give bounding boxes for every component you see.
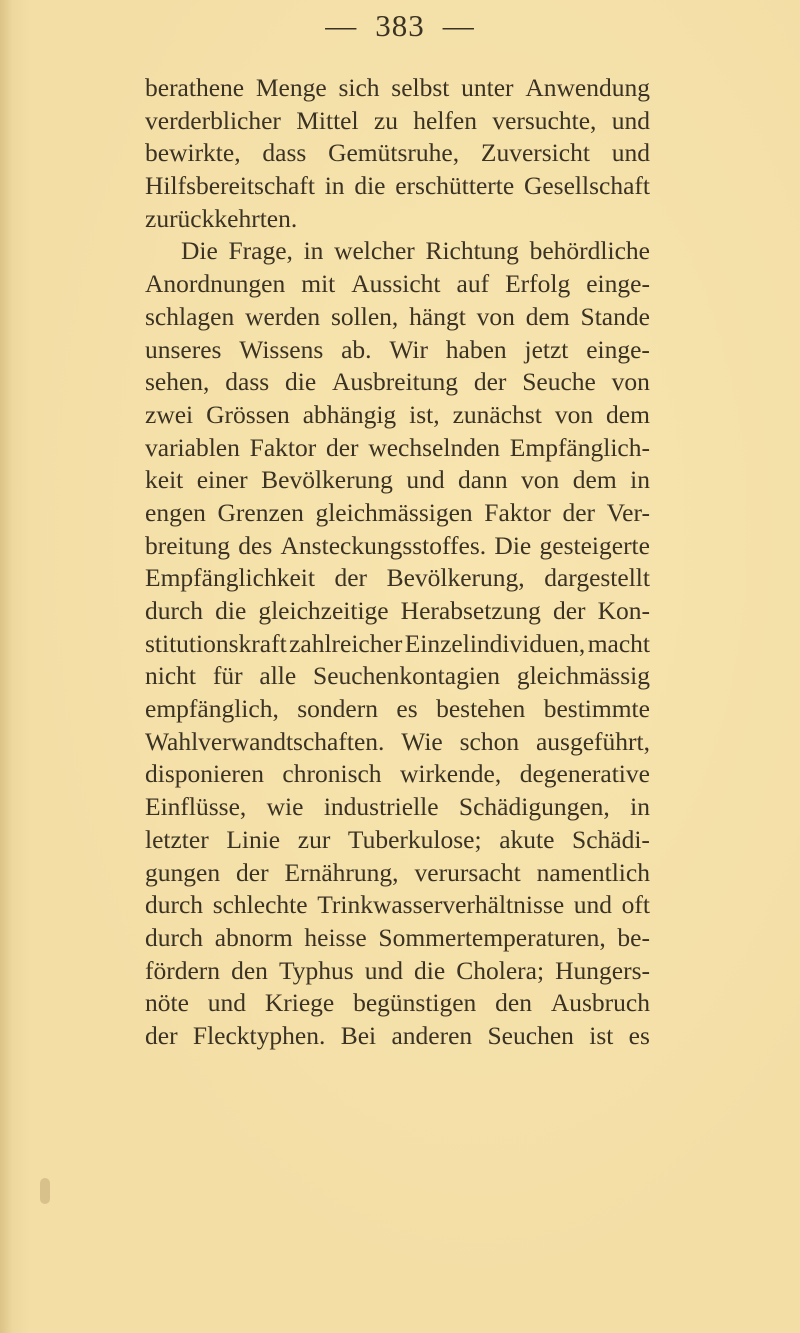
word: gungen	[145, 857, 221, 887]
word: dass	[262, 138, 307, 168]
word: durch	[145, 890, 204, 920]
text-line	[145, 791, 650, 824]
word: Kriege	[264, 988, 335, 1018]
word: unter	[461, 73, 514, 102]
word: gesteigerte	[539, 530, 650, 560]
word: Tuberkulose;	[347, 824, 482, 854]
word: Empfänglichkeit	[145, 563, 315, 593]
text-line	[145, 595, 650, 628]
word: zurückkehrten.	[145, 203, 298, 233]
word: und	[406, 465, 445, 495]
word: und	[207, 988, 246, 1018]
word: Cholera;	[456, 955, 545, 985]
word: der	[334, 563, 368, 593]
word: namentlich	[536, 857, 650, 887]
word: keit	[145, 465, 184, 495]
word: verderblicher	[145, 105, 281, 135]
page-number-dash-left: —	[325, 8, 358, 43]
word: Bevölkerung	[261, 465, 393, 495]
word: Grössen	[206, 399, 290, 429]
word: anderen	[391, 1020, 473, 1050]
text-line	[145, 530, 650, 563]
word: Faktor	[249, 432, 317, 462]
word: Hungers-	[555, 955, 650, 985]
text-line	[145, 628, 650, 661]
word: durch	[145, 596, 204, 625]
word: gleichzeitige	[258, 596, 389, 625]
word: berathene	[145, 73, 245, 102]
word: der	[562, 497, 595, 527]
text-line	[145, 857, 650, 890]
word: ist,	[409, 399, 440, 429]
text-line	[145, 922, 650, 955]
word: Gemütsruhe,	[328, 138, 460, 168]
word: mit	[301, 269, 336, 299]
word: welcher	[334, 236, 415, 266]
word: Ausbreitung	[331, 367, 459, 397]
text-line	[145, 660, 650, 693]
word: unseres	[145, 334, 222, 364]
word: Die	[181, 236, 218, 266]
word: einge-	[586, 334, 650, 364]
text-line	[145, 987, 650, 1020]
word: Wahlverwandtschaften.	[145, 726, 385, 756]
word: Seuchen	[487, 1020, 574, 1050]
text-line	[145, 334, 650, 367]
paper-smudge	[40, 1178, 50, 1204]
word: selbst	[391, 73, 450, 102]
text-line	[145, 955, 650, 988]
word: erschütterte	[395, 171, 515, 201]
word: den	[495, 988, 532, 1018]
word: Anordnungen	[145, 269, 286, 299]
word: Gesellschaft	[523, 171, 650, 201]
word: ab.	[341, 334, 372, 364]
word: gleichmässigen	[315, 497, 473, 527]
word: Einzelindividuen,	[404, 628, 586, 658]
word: sehen,	[145, 367, 210, 397]
word: dem	[525, 301, 570, 331]
word: dann	[458, 465, 508, 495]
word: wie	[266, 792, 304, 822]
word: bestehen	[436, 694, 526, 724]
word: die	[215, 596, 247, 625]
word: schlechte	[212, 890, 308, 920]
word: durch	[145, 922, 204, 952]
word: variablen	[145, 432, 240, 462]
word: Ernährung,	[284, 857, 399, 887]
page-number-dash-right: —	[442, 8, 475, 43]
word: be-	[617, 922, 650, 952]
text-line	[145, 203, 650, 236]
word: dem	[572, 465, 617, 495]
text-line	[145, 726, 650, 759]
word: in	[303, 236, 324, 266]
word: degenerative	[519, 759, 650, 789]
word: und	[364, 955, 403, 985]
word: engen	[145, 497, 206, 527]
word: Typhus	[278, 955, 354, 985]
word: Seuche	[522, 367, 596, 397]
word: oft	[621, 890, 650, 920]
text-line	[145, 562, 650, 595]
word: zwei	[145, 399, 194, 429]
word: Erfolg	[505, 269, 571, 299]
text-line	[145, 235, 650, 268]
word: es	[396, 694, 418, 724]
word: empfänglich,	[145, 694, 279, 724]
word: Bei	[340, 1020, 377, 1050]
word: Herabsetzung	[400, 596, 541, 625]
word: Ansteckungsstoffes.	[280, 530, 487, 560]
word: jetzt	[524, 334, 569, 364]
word: Wie	[401, 726, 443, 756]
word: Faktor	[484, 497, 551, 527]
word: Ausbruch	[550, 988, 650, 1018]
word: bestimmte	[543, 694, 650, 724]
word: begünstigen	[353, 988, 477, 1018]
word: schlagen	[145, 301, 235, 331]
word: Hilfsbereitschaft	[145, 171, 315, 201]
word: der	[325, 432, 359, 462]
word: letzter	[145, 824, 209, 854]
word: in	[630, 792, 650, 822]
word: Stande	[580, 301, 650, 331]
word: der	[473, 367, 507, 397]
word: Frage,	[228, 236, 293, 266]
page-number: 383	[375, 8, 425, 43]
word: einer	[196, 465, 248, 495]
word: und	[611, 138, 650, 168]
text-line	[145, 497, 650, 530]
word: macht	[587, 628, 650, 658]
word: in	[324, 171, 345, 201]
word: gleichmässig	[516, 661, 650, 691]
word: von	[554, 399, 594, 429]
word: abhängig	[302, 399, 397, 429]
word: haben	[445, 334, 507, 364]
word: des	[238, 530, 273, 560]
text-line	[145, 137, 650, 170]
word: Trinkwasserverhältnisse	[317, 890, 565, 920]
word: Kon-	[597, 596, 650, 625]
text-line	[145, 889, 650, 922]
word: für	[212, 661, 243, 691]
word: ausgeführt,	[535, 726, 650, 756]
text-line	[145, 366, 650, 399]
word: von	[476, 301, 515, 331]
word: der	[236, 857, 269, 887]
word: zahlreicher	[289, 628, 403, 658]
word: wirkende,	[400, 759, 502, 789]
word: sollen,	[330, 301, 399, 331]
word: abnorm	[214, 922, 293, 952]
word: sondern	[297, 694, 378, 724]
word: stitutionskraft	[145, 628, 287, 658]
word: in	[630, 465, 650, 495]
word: von	[611, 367, 650, 397]
body-text	[145, 72, 650, 1053]
text-line	[145, 758, 650, 791]
word: einge-	[586, 269, 650, 299]
word: werden	[245, 301, 321, 331]
word: der	[145, 1020, 178, 1050]
word: nöte	[145, 988, 189, 1018]
word: zunächst	[452, 399, 542, 429]
text-line	[145, 464, 650, 497]
word: es	[628, 1020, 650, 1050]
word: Die	[494, 530, 532, 560]
word: chronisch	[282, 759, 382, 789]
word: zu	[373, 105, 398, 135]
word: die	[284, 367, 317, 397]
text-line	[145, 268, 650, 301]
word: Wissens	[239, 334, 324, 364]
text-line	[145, 72, 650, 105]
word: auf	[456, 269, 490, 299]
word: hängt	[409, 301, 466, 331]
word: Seuchenkontagien	[313, 661, 500, 691]
word: Menge	[255, 73, 327, 102]
text-line	[145, 301, 650, 334]
word: Mittel	[296, 105, 359, 135]
word: der	[552, 596, 586, 625]
word: dem	[606, 399, 650, 429]
text-line	[145, 399, 650, 432]
word: behördliche	[529, 236, 650, 266]
word: akute	[499, 824, 555, 854]
word: Wir	[389, 334, 428, 364]
word: die	[414, 955, 446, 985]
word: sich	[338, 73, 380, 102]
text-line	[145, 1020, 650, 1053]
word: Grenzen	[217, 497, 304, 527]
word: den	[231, 955, 268, 985]
word: Aussicht	[351, 269, 441, 299]
word: bewirkte,	[145, 138, 241, 168]
word: breitung	[145, 530, 230, 560]
word: und	[573, 890, 613, 920]
word: Schädi-	[572, 824, 650, 854]
text-line	[145, 824, 650, 857]
word: dargestellt	[544, 563, 650, 593]
word: Bevölkerung,	[386, 563, 525, 593]
word: Anwendung	[525, 73, 650, 102]
word: Zuversicht	[480, 138, 590, 168]
word: wechselnden	[368, 432, 501, 462]
word: ist	[589, 1020, 614, 1050]
word: Sommertemperaturen,	[378, 922, 606, 952]
word: alle	[259, 661, 297, 691]
word: helfen	[413, 105, 477, 135]
word: nicht	[145, 661, 196, 691]
word: industrielle	[323, 792, 439, 822]
word: Einflüsse,	[145, 792, 247, 822]
word: heisse	[304, 922, 367, 952]
word: schon	[459, 726, 520, 756]
word: Richtung	[425, 236, 519, 266]
word: Ver-	[606, 497, 650, 527]
word: Schädigungen,	[458, 792, 610, 822]
word: von	[521, 465, 560, 495]
word: Linie	[226, 824, 281, 854]
word: versuchte,	[492, 105, 597, 135]
page-number-header	[0, 8, 800, 44]
word: verursacht	[414, 857, 521, 887]
text-line	[145, 170, 650, 203]
text-line	[145, 693, 650, 726]
word: Flecktyphen.	[192, 1020, 326, 1050]
word: dass	[225, 367, 270, 397]
text-line	[145, 432, 650, 465]
word: Empfänglich-	[509, 432, 650, 462]
word: zur	[297, 824, 331, 854]
word: disponieren	[145, 759, 264, 789]
word: und	[611, 105, 650, 135]
text-line	[145, 105, 650, 138]
word: die	[354, 171, 386, 201]
word: fördern	[145, 955, 221, 985]
